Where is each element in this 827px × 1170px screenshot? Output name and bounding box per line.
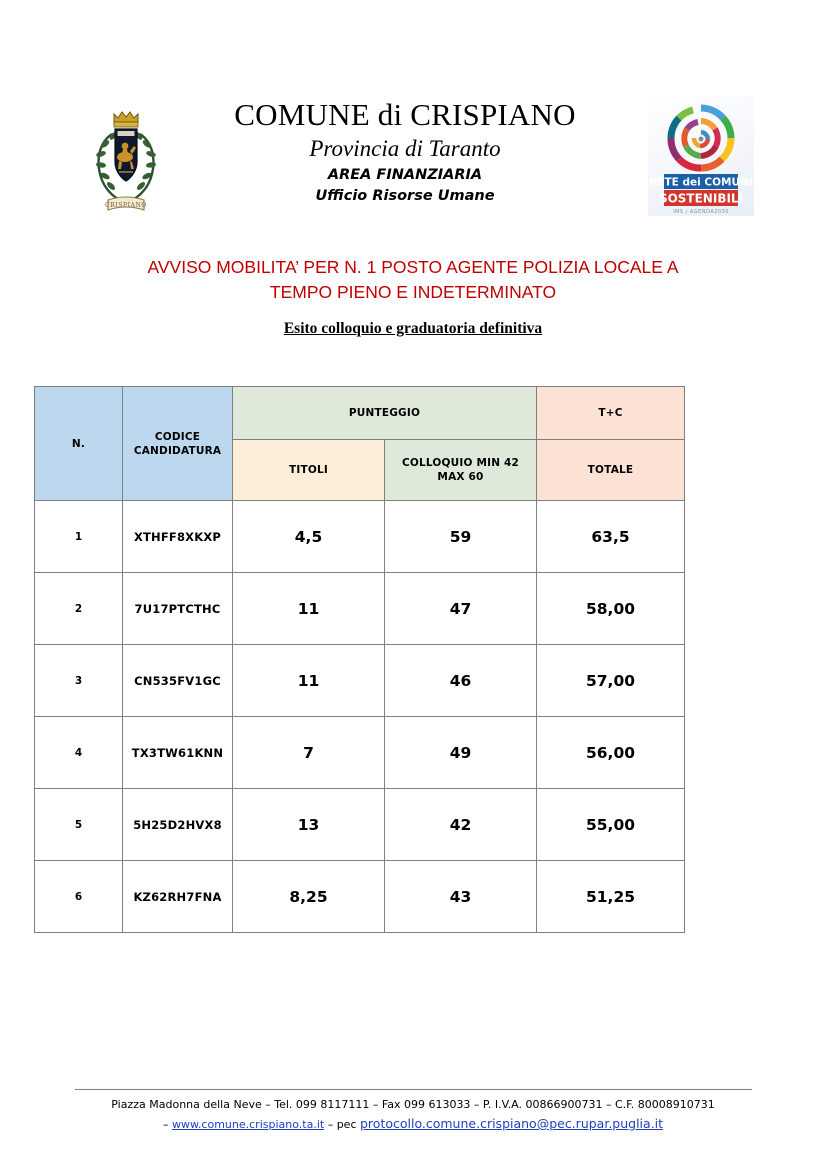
header-title-block (180, 96, 630, 207)
municipality-title: COMUNE di CRISPIANO (234, 97, 576, 132)
svg-text:CRISPIANO: CRISPIANO (105, 202, 147, 209)
row-code: XTHFF8XKXP (123, 501, 233, 573)
row-colloquio: 59 (385, 501, 537, 573)
row-colloquio: 46 (385, 645, 537, 717)
row-number: 6 (35, 861, 123, 933)
pec-email-link[interactable]: protocollo.comune.crispiano@pec.rupar.puglia.it (360, 1116, 664, 1131)
row-code: CN535FV1GC (123, 645, 233, 717)
notice-line-2: TEMPO PIENO E INDETERMINATO (269, 282, 557, 302)
row-totale: 55,00 (537, 789, 685, 861)
document-header (0, 96, 827, 224)
row-number: 4 (35, 717, 123, 789)
row-totale: 58,00 (537, 573, 685, 645)
row-colloquio: 49 (385, 717, 537, 789)
row-totale: 51,25 (537, 861, 685, 933)
table-row (35, 861, 685, 933)
row-titoli: 8,25 (233, 861, 385, 933)
row-number: 3 (35, 645, 123, 717)
header-titoli: TITOLI (233, 440, 385, 501)
row-code: 5H25D2HVX8 (123, 789, 233, 861)
area-subtitle: AREA FINANZIARIA (327, 167, 483, 183)
header-codice-candidatura (123, 387, 233, 501)
footer-address-line: Piazza Madonna della Neve – Tel. 099 8117111 – Fax 099 613033 – P. I.V.A. 00866900731 – C.F. 80008910731 (111, 1098, 715, 1111)
header-codice-line-1: CODICE (154, 430, 201, 443)
crispiano-coat-of-arms-icon (86, 100, 166, 218)
svg-text:RETE dei COMUNI: RETE dei COMUNI (649, 176, 753, 189)
row-titoli: 11 (233, 573, 385, 645)
row-totale: 56,00 (537, 717, 685, 789)
row-colloquio: 42 (385, 789, 537, 861)
office-subtitle: Ufficio Risorse Umane (315, 188, 495, 204)
header-num: N. (35, 387, 123, 501)
svg-text:SOSTENIBILI: SOSTENIBILI (658, 191, 744, 206)
table-row (35, 645, 685, 717)
row-code: KZ62RH7FNA (123, 861, 233, 933)
header-tc: T+C (537, 387, 685, 440)
table-row (35, 501, 685, 573)
row-code: 7U17PTCTHC (123, 573, 233, 645)
document-subtitle: Esito colloquio e graduatoria definitiva (283, 320, 543, 337)
header-colloquio-line-2: MAX 60 (437, 471, 484, 483)
row-code: TX3TW61KNN (123, 717, 233, 789)
row-number: 2 (35, 573, 123, 645)
footer-divider (75, 1089, 752, 1090)
rete-comuni-sostenibili-logo (648, 96, 754, 216)
header-codice-line-2: CANDIDATURA (133, 444, 222, 457)
website-link[interactable]: www.comune.crispiano.ta.it (171, 1118, 325, 1131)
notice-line-1: AVVISO MOBILITA’ PER N. 1 POSTO AGENTE POLIZIA LOCALE A (147, 257, 679, 277)
table-header-row-top (35, 387, 685, 440)
header-colloquio (385, 440, 537, 501)
row-titoli: 13 (233, 789, 385, 861)
results-table (34, 386, 685, 933)
row-number: 1 (35, 501, 123, 573)
row-titoli: 4,5 (233, 501, 385, 573)
row-totale: 57,00 (537, 645, 685, 717)
province-subtitle: Provincia di Taranto (309, 136, 501, 161)
footer-dash: – (162, 1118, 172, 1131)
header-punteggio: PUNTEGGIO (233, 387, 537, 440)
row-titoli: 11 (233, 645, 385, 717)
header-totale: TOTALE (537, 440, 685, 501)
header-colloquio-line-1: COLLOQUIO MIN 42 (401, 457, 520, 469)
svg-text:IMS / AGENDA2030: IMS / AGENDA2030 (673, 209, 729, 215)
footer-links-line (63, 1114, 763, 1134)
document-footer (63, 1095, 763, 1134)
footer-pec-label: – pec (324, 1118, 360, 1131)
row-titoli: 7 (233, 717, 385, 789)
row-totale: 63,5 (537, 501, 685, 573)
table-row (35, 573, 685, 645)
notice-heading (63, 255, 763, 305)
row-number: 5 (35, 789, 123, 861)
row-colloquio: 43 (385, 861, 537, 933)
table-row (35, 717, 685, 789)
row-colloquio: 47 (385, 573, 537, 645)
table-row (35, 789, 685, 861)
